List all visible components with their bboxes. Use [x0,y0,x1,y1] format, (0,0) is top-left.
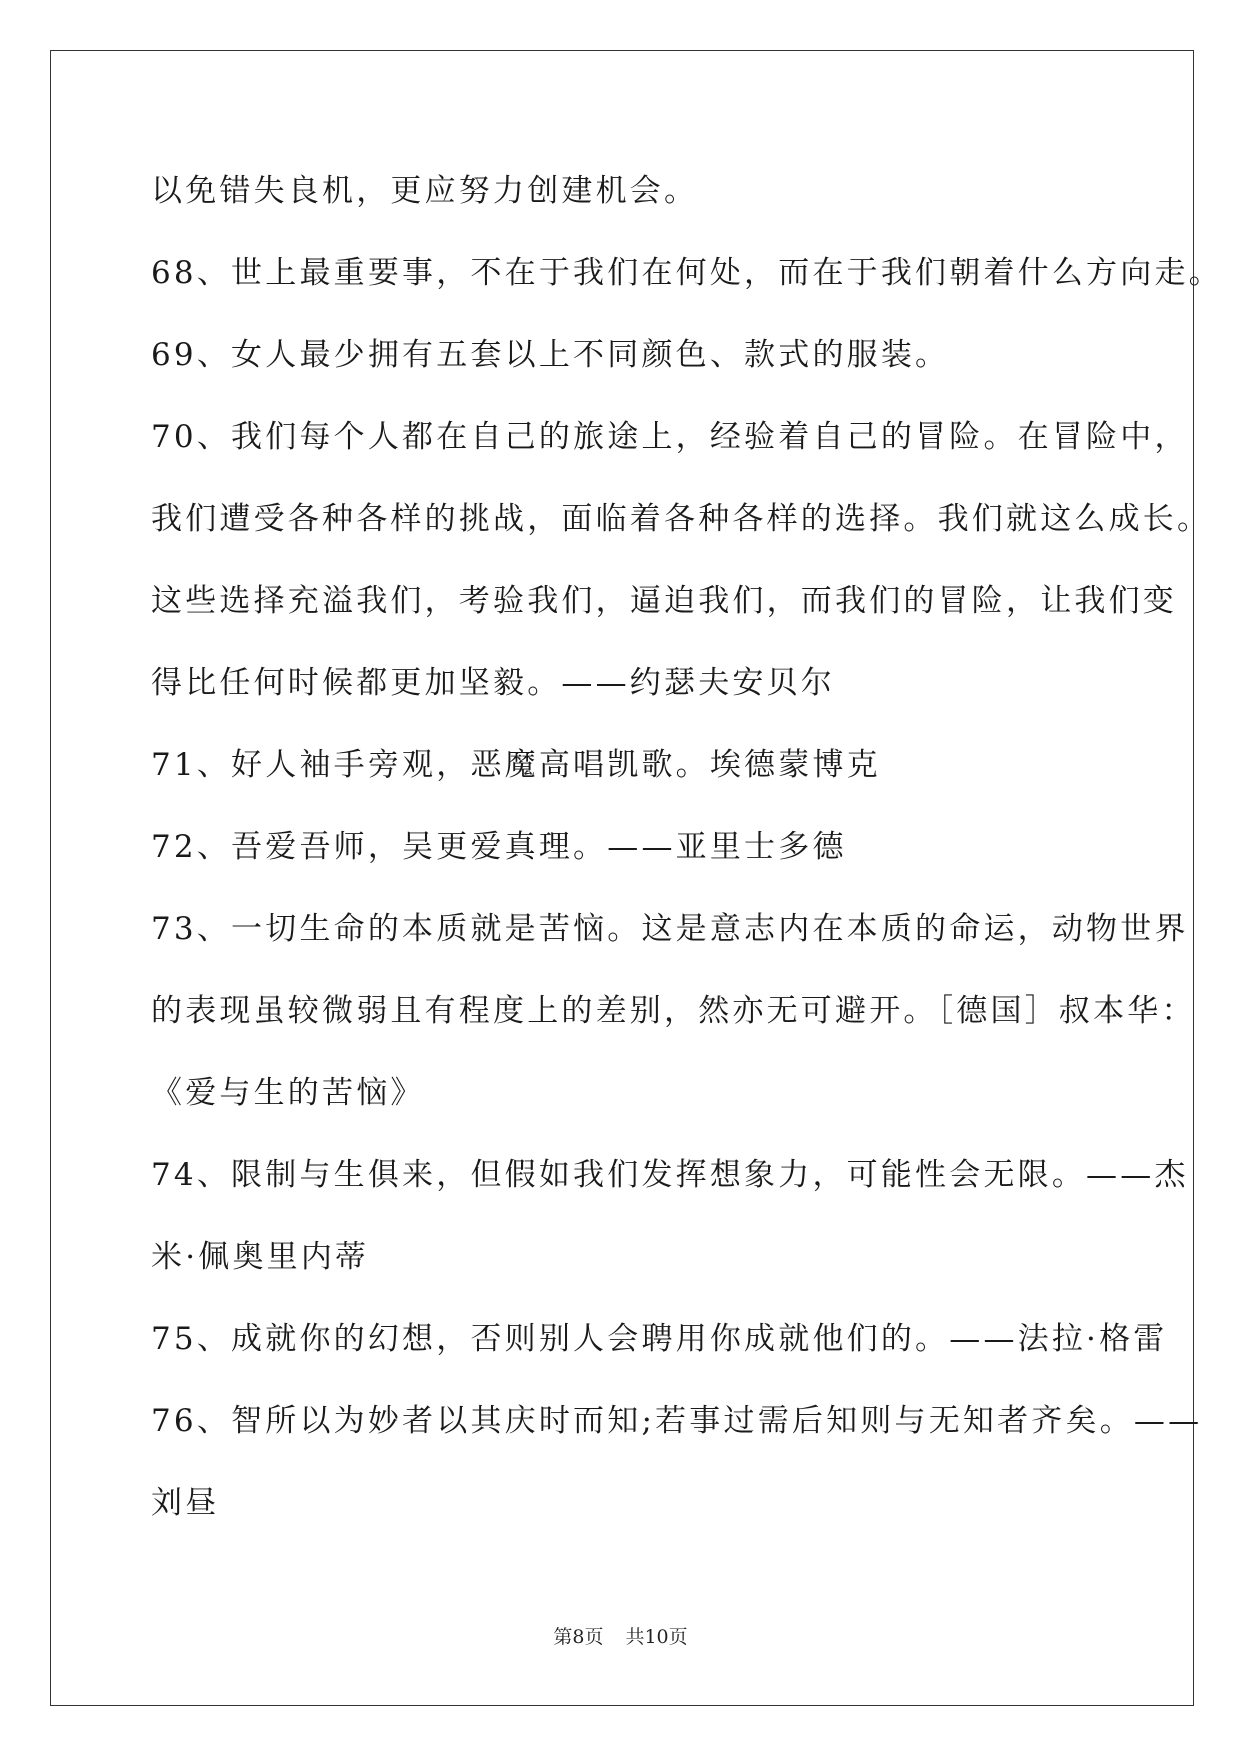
text-line: 以免错失良机，更应努力创建机会。 [151,173,699,209]
page-total: 共10页 [625,1626,688,1648]
text-line: 75、成就你的幻想，否则别人会聘用你成就他们的。——法拉·格雷 [151,1321,1168,1357]
text-line: 刘昼 [151,1485,220,1521]
text-line: 我们遭受各种各样的挑战，面临着各种各样的选择。我们就这么成长。 [151,501,1212,537]
document-body [151,150,1223,1544]
text-line: 76、智所以为妙者以其庆时而知;若事过需后知则与无知者齐矣。—— [151,1403,1203,1439]
text-line: 74、限制与生俱来，但假如我们发挥想象力，可能性会无限。——杰 [151,1157,1189,1193]
text-line: 米·佩奥里内蒂 [151,1239,370,1275]
text-line: 的表现虽较微弱且有程度上的差别，然亦无可避开。［德国］叔本华： [151,993,1196,1029]
text-line: 这些选择充溢我们，考验我们，逼迫我们，而我们的冒险，让我们变 [151,583,1177,619]
text-line: 得比任何时候都更加坚毅。——约瑟夫安贝尔 [151,665,835,701]
text-line: 68、世上最重要事，不在于我们在何处，而在于我们朝着什么方向走。 [151,255,1223,291]
page-number: 第8页 [553,1626,604,1648]
text-line: 70、我们每个人都在自己的旅途上，经验着自己的冒险。在冒险中， [151,419,1189,455]
text-line: 71、好人袖手旁观，恶魔高唱凯歌。埃德蒙博克 [151,747,881,783]
text-line: 72、吾爱吾师，吴更爱真理。——亚里士多德 [151,829,847,865]
text-line: 《爱与生的苦恼》 [151,1075,425,1111]
text-line: 69、女人最少拥有五套以上不同颜色、款式的服装。 [151,337,950,373]
text-line: 73、一切生命的本质就是苦恼。这是意志内在本质的命运，动物世界 [151,911,1189,947]
page-footer [0,1622,1241,1649]
